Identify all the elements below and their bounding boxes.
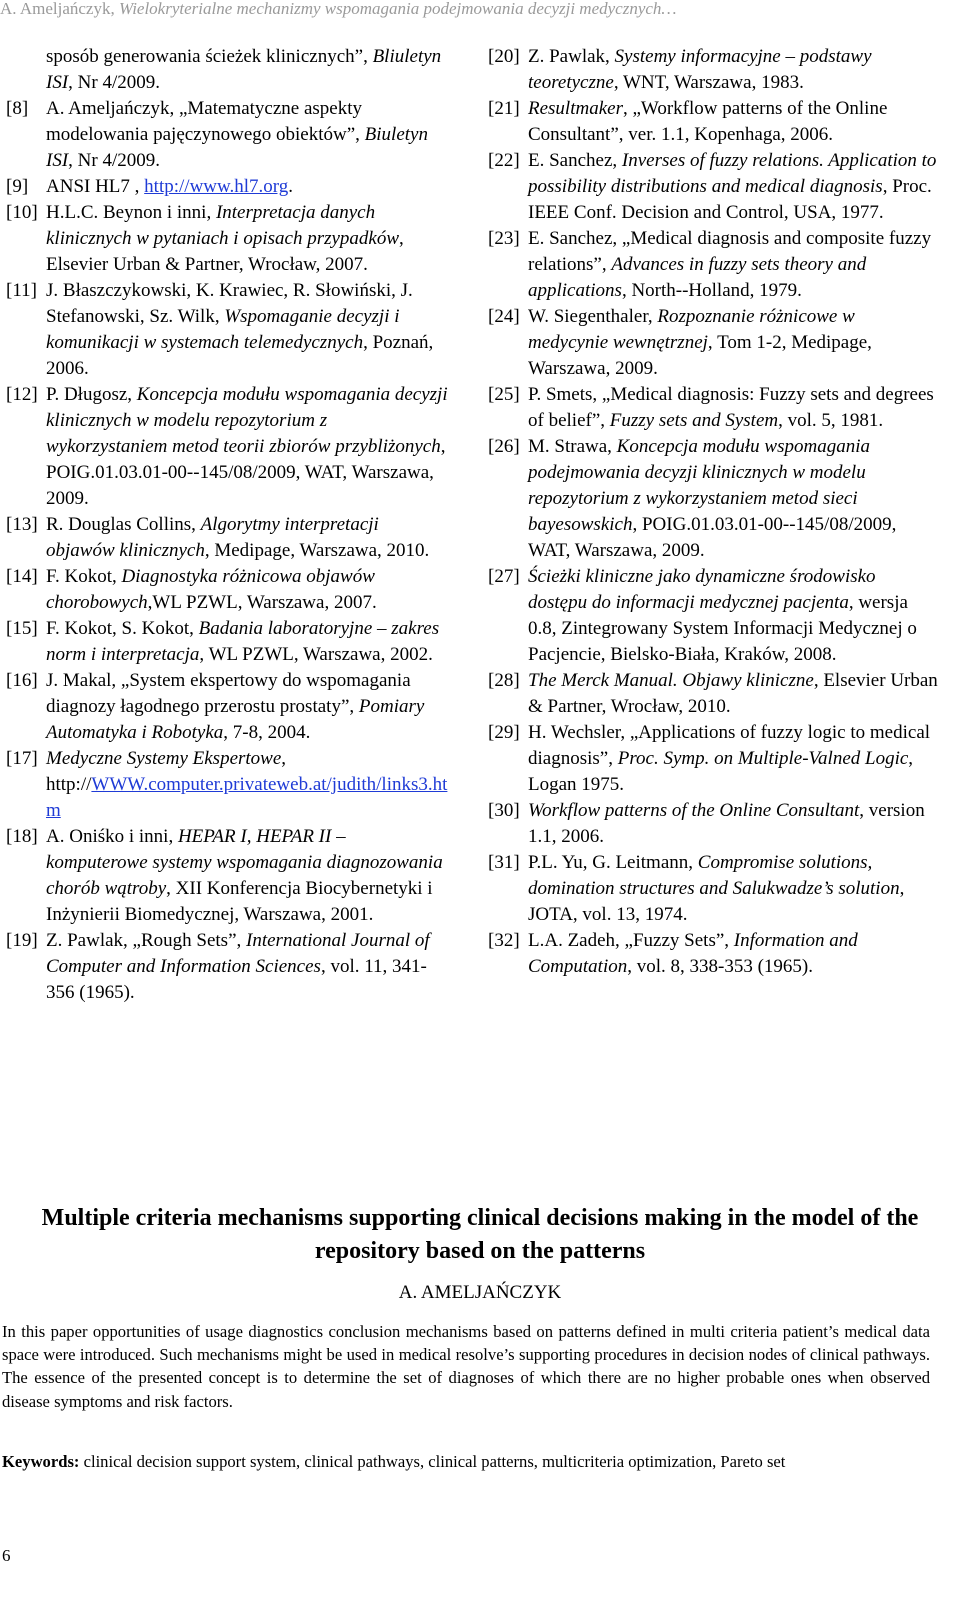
reference-24 [488, 304, 938, 382]
ref-number: [12] [6, 384, 38, 405]
hl7-link[interactable]: http://www.hl7.org [144, 176, 289, 197]
ref-number: [16] [6, 670, 38, 691]
ref-text: , vol. 5, 1981. [778, 410, 884, 431]
ref-number: [29] [488, 722, 520, 743]
ref-text: , 7-8, 2004. [223, 722, 311, 743]
ref-text: H.L.C. Beynon i inni, [46, 202, 212, 223]
reference-continuation [6, 44, 451, 96]
abstract-title: Multiple criteria mechanisms supporting clinical decisions making in the model of the repository based on the patterns [41, 1205, 919, 1264]
reference-13 [6, 512, 451, 564]
ref-text: . [288, 176, 294, 197]
ref-text: , Nr 4/2009. [68, 150, 160, 171]
judith-link[interactable]: WWW.computer.privateweb.at/judith/links3.htm [46, 774, 448, 821]
ref-text: , Proc. IEEE Conf. Decision and Control, USA, 1977. [528, 176, 932, 223]
ref-text: , „Workflow patterns of the Online Consultant”, ver. 1.1, Kopenhaga, 2006. [528, 98, 888, 145]
ref-italic: Information and Computation [528, 930, 858, 977]
ref-text: , North-​-Holland, 1979. [621, 280, 802, 301]
ref-text: , Nr 4/2009. [68, 72, 160, 93]
keywords [2, 1450, 930, 1473]
reference-10 [6, 200, 451, 278]
ref-text: R. Douglas Collins, [46, 514, 196, 535]
ref-number: [26] [488, 436, 520, 457]
ref-italic: Bliuletyn ISI [46, 46, 442, 93]
reference-27 [488, 564, 938, 668]
abstract-author: A. AMELJAŃCZYK [398, 1282, 562, 1303]
ref-text: ,WL PZWL, Warszawa, 2007. [147, 592, 377, 613]
ref-text: A. Ameljańczyk, „Matematyczne aspekty modelowania pajęczynowego obiektów”, [46, 98, 363, 145]
keywords-text: clinical decision support system, clinical pathways, clinical patterns, multicriteria optimization, Pareto set [83, 1452, 786, 1471]
ref-italic: Medyczne Systemy Ekspertowe [46, 748, 282, 769]
ref-italic: Resultmaker [528, 98, 623, 119]
reference-22 [488, 148, 938, 226]
ref-text: P. Smets, „Medical diagnosis: Fuzzy sets and degrees of belief”, [528, 384, 934, 431]
ref-italic: Biuletyn ISI [46, 124, 428, 171]
ref-italic: Inverses of fuzzy relations. Application to possibility distributions and medical diagnosis [528, 150, 937, 197]
ref-number: [19] [6, 930, 38, 951]
ref-text: , Elsevier Urban & Partner, Wrocław, 2010. [528, 670, 938, 717]
reference-21 [488, 96, 938, 148]
reference-14 [6, 564, 451, 616]
ref-italic: International Journal of Computer and Information Sciences [46, 930, 430, 977]
ref-text: Z. Pawlak, „Rough Sets”, [46, 930, 242, 951]
reference-20 [488, 44, 938, 96]
ref-number: [22] [488, 150, 520, 171]
reference-11 [6, 278, 451, 382]
ref-italic: Proc. Symp. on Multiple-Valned Logic [617, 748, 909, 769]
ref-text: E. Sanchez, [528, 150, 618, 171]
ref-number: [14] [6, 566, 38, 587]
ref-number: [25] [488, 384, 520, 405]
running-head [0, 0, 960, 29]
ref-italic: Wspomaganie decyzji i komunikacji w systemach telemedycznych [46, 306, 400, 353]
ref-number: [24] [488, 306, 520, 327]
ref-number: [20] [488, 46, 520, 67]
reference-32 [488, 928, 938, 980]
ref-italic: Advances in fuzzy sets theory and applications [528, 254, 867, 301]
ref-number: [18] [6, 826, 38, 847]
ref-text: F. Kokot, S. Kokot, [46, 618, 194, 639]
running-head-author: A. Ameljańczyk, [0, 0, 115, 18]
ref-number: [17] [6, 748, 38, 769]
ref-text: P.L. Yu, G. Leitmann, [528, 852, 694, 873]
ref-text: , POIG.01.03.01-00-​-145/08/2009, WAT, Warszawa, 2009. [46, 436, 446, 509]
reference-12 [6, 382, 451, 512]
ref-text: Z. Pawlak, [528, 46, 610, 67]
keywords-label: Keywords: [2, 1452, 80, 1471]
ref-italic: Ścieżki kliniczne jako dynamiczne środowisko dostępu do informacji medycznej pacjenta [528, 566, 876, 613]
ref-italic: Workflow patterns of the Online Consultant [528, 800, 860, 821]
ref-text: ANSI HL7 , [46, 176, 140, 197]
ref-number: [13] [6, 514, 38, 535]
ref-text: http:// [46, 774, 92, 795]
left-column [6, 44, 451, 1006]
reference-15 [6, 616, 451, 668]
ref-text: , vol. 8, 338-353 (1965). [627, 956, 813, 977]
right-column [488, 44, 938, 980]
ref-text: , Logan 1975. [528, 748, 914, 795]
ref-italic: Koncepcja modułu wspomagania decyzji klinicznych w modelu repozytorium z wykorzystaniem metod teorii zbiorów przybliżonych [46, 384, 448, 457]
ref-text: , JOTA, vol. 13, 1974. [528, 878, 905, 925]
ref-text: , Poznań, 2006. [46, 332, 434, 379]
ref-text: , POIG.01.03.01-00-​-145/08/2009, WAT, Warszawa, 2009. [528, 514, 897, 561]
ref-text: , WL PZWL, Warszawa, 2002. [199, 644, 433, 665]
ref-text: P. Długosz, [46, 384, 133, 405]
reference-18 [6, 824, 451, 928]
ref-number: [30] [488, 800, 520, 821]
ref-text: , WNT, Warszawa, 1983. [613, 72, 804, 93]
ref-number: [32] [488, 930, 520, 951]
ref-text: , Medipage, Warszawa, 2010. [204, 540, 430, 561]
reference-29 [488, 720, 938, 798]
ref-number: [21] [488, 98, 520, 119]
ref-text: sposób generowania ścieżek klinicznych”, [46, 46, 368, 67]
ref-italic: Koncepcja modułu wspomagania podejmowania decyzji klinicznych w modelu repozytorium z wykorzystaniem metod sieci bayesowskich [528, 436, 870, 535]
ref-text: A. Oniśko i inni, [46, 826, 174, 847]
ref-italic: HEPAR I, HEPAR II – komputerowe systemy wspomagania diagnozowania chorób wątroby [46, 826, 443, 899]
ref-text: H. Wechsler, „Applications of fuzzy logic to medical diagnosis”, [528, 722, 931, 769]
ref-text: , XII Konferencja Biocybernetyki i Inżynierii Biomedycznej, Warszawa, 2001. [46, 878, 433, 925]
ref-text: W. Siegenthaler, [528, 306, 653, 327]
ref-text: , version 1.1, 2006. [528, 800, 925, 847]
reference-17 [6, 746, 451, 824]
ref-number: [27] [488, 566, 520, 587]
ref-italic: Algorytmy interpretacji objawów klinicznych [46, 514, 379, 561]
reference-25 [488, 382, 938, 434]
ref-italic: The Merck Manual. Objawy kliniczne [528, 670, 814, 691]
reference-23 [488, 226, 938, 304]
reference-8 [6, 96, 451, 174]
ref-text: , wersja 0.8, Zintegrowany System Informacji Medycznej o Pacjencie, Bielsko-Biała, Kraków, 2008. [528, 592, 917, 665]
ref-italic: Systemy informacyjne – podstawy teoretyczne [528, 46, 872, 93]
ref-number: [9] [6, 176, 29, 197]
reference-28 [488, 668, 938, 720]
ref-text: J. Błaszczykowski, K. Krawiec, R. Słowiński, J. Stefanowski, Sz. Wilk, [46, 280, 413, 327]
ref-text: , [281, 748, 287, 769]
ref-text: , Elsevier Urban & Partner, Wrocław, 2007. [46, 228, 404, 275]
reference-31 [488, 850, 938, 928]
ref-italic: Fuzzy sets and System [609, 410, 779, 431]
ref-italic: Pomiary Automatyka i Robotyka [46, 696, 425, 743]
ref-number: [11] [6, 280, 37, 301]
ref-text: L.A. Zadeh, „Fuzzy Sets”, [528, 930, 730, 951]
running-head-title: Wielokryterialne mechanizmy wspomagania podejmowania decyzji medycznych… [118, 0, 677, 18]
ref-italic: Badania laboratoryjne – zakres norm i interpretacja [46, 618, 440, 665]
ref-number: [10] [6, 202, 38, 223]
ref-text: F. Kokot, [46, 566, 117, 587]
ref-italic: Interpretacja danych klinicznych w pytaniach i opisach przypadków [46, 202, 400, 249]
ref-number: [8] [6, 98, 29, 119]
ref-text: M. Strawa, [528, 436, 612, 457]
ref-italic: Diagnostyka różnicowa objawów chorobowych [46, 566, 375, 613]
ref-text: J. Makal, „System ekspertowy do wspomagania diagnozy łagodnego przerostu prostaty”, [46, 670, 411, 717]
ref-text: E. Sanchez, „Medical diagnosis and composite fuzzy relations”, [528, 228, 932, 275]
ref-number: [28] [488, 670, 520, 691]
reference-19 [6, 928, 451, 1006]
abstract-body: In this paper opportunities of usage diagnostics conclusion mechanisms based on patterns defined in multi criteria patient’s medical data space were introduced. Such mechanisms might be used in medical resolve’s supporting procedures in decision nodes of clinical pathways. The essence of the presented concept is to determine the set of diagnoses of which there are no higher probable ones when observed disease symptoms and risk factors. [2, 1322, 930, 1411]
ref-italic: Rozpoznanie różnicowe w medycynie wewnętrznej [528, 306, 855, 353]
reference-16 [6, 668, 451, 746]
ref-number: [23] [488, 228, 520, 249]
ref-text: , vol. 11, 341-356 (1965). [46, 956, 427, 1003]
ref-text: , Tom 1-2, Medipage, Warszawa, 2009. [528, 332, 872, 379]
ref-italic: Compromise solutions, domination structures and Salukwadze’s solution [528, 852, 900, 899]
ref-number: [31] [488, 852, 520, 873]
reference-26 [488, 434, 938, 564]
reference-9 [6, 174, 451, 200]
reference-30 [488, 798, 938, 850]
ref-number: [15] [6, 618, 38, 639]
page-number: 6 [2, 1546, 11, 1565]
